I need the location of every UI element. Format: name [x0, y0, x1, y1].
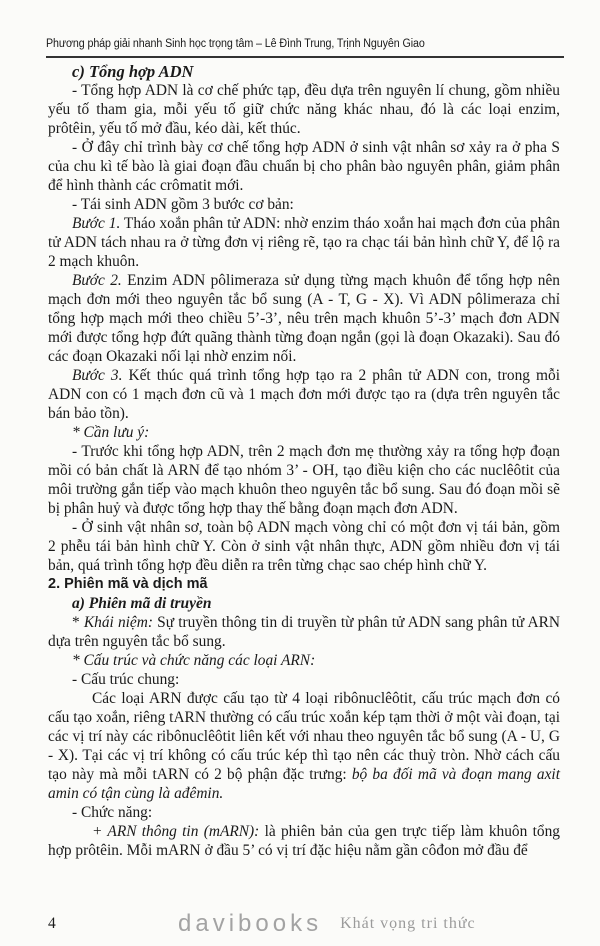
step-label: Bước 2.: [72, 272, 122, 289]
section-heading-c: c) Tổng hợp ADN: [72, 62, 194, 81]
paragraph: - Trước khi tổng hợp ADN, trên 2 mạch đơn mẹ thường xảy ra tổng hợp đoạn mồi có bản chất là ARN để tạo nhóm 3’ - OH, tạo điều kiện cho các nuclêôtit của môi trường gắn tiếp vào mạch khuôn theo nguyên tắc bổ sung. Sau đó đoạn mồi sẽ bị phân huỷ và được tổng hợp thay thế bằng đoạn mạch đơn ADN.: [48, 443, 560, 517]
header-rule: [46, 56, 564, 58]
structure-italic: bộ ba đối mã và đoạn mang axit amin có tận cùng là ađêmin.: [48, 766, 560, 802]
structure-paragraph: [48, 689, 560, 803]
paragraph: - Tái sinh ADN gồm 3 bước cơ bản:: [72, 196, 294, 213]
step-label: Bước 3.: [72, 367, 123, 384]
step-2: [48, 271, 560, 366]
subsection-heading-a: a) Phiên mã di truyền: [72, 595, 212, 612]
common-structure-label: - Cấu trúc chung:: [72, 671, 180, 688]
step-3: [48, 366, 560, 423]
page-body: [48, 62, 560, 860]
concept-paragraph: [48, 613, 560, 651]
section-heading-2: 2. Phiên mã và dịch mã: [48, 576, 208, 592]
arn-heading: * Cấu trúc và chức năng các loại ARN:: [72, 652, 316, 669]
note-label: * Cần lưu ý:: [72, 424, 150, 441]
concept-label: Khái niệm:: [83, 614, 153, 631]
structure-text: Các loại ARN được cấu tạo từ 4 loại ribônuclêôtit, cấu trúc mạch đơn có cấu tạo xoắn, riêng tARN thường có cấu trúc xoắn kép tạm thời ở một vài đoạn, tại các vị trí này các ribônuclêôtit liên kết với nhau theo nguyên tắc bổ sung (A - U, G - X). Tại các vị trí không có cấu trúc kép thì tạo nên các thuỳ tròn. Nhờ cách cấu tạo này mà mỗi tARN có 2 bộ phận đặc trưng:: [48, 690, 560, 783]
step-1: [48, 214, 560, 271]
watermark-slogan: Khát vọng tri thức: [340, 915, 476, 932]
marn-text: là phiên bản của gen trực tiếp làm khuôn tổng hợp prôtêin. Mỗi mARN ở đầu 5’ có vị trí đặc hiệu nằm gần côđon mở đầu để: [48, 823, 560, 859]
paragraph: - Ở đây chỉ trình bày cơ chế tổng hợp ADN ở sinh vật nhân sơ xảy ra ở pha S của chu kì tế bào là giai đoạn đầu chuẩn bị cho phân bào nguyên phân, giảm phân để hình thành các crômatit mới.: [48, 139, 560, 194]
function-label: - Chức năng:: [72, 804, 153, 821]
concept-text: Sự truyền thông tin di truyền từ phân tử ADN sang phân tử ARN dựa trên nguyên tắc bổ sung.: [48, 614, 561, 650]
paragraph: - Ở sinh vật nhân sơ, toàn bộ ADN mạch vòng chỉ có một đơn vị tái bản, gồm 2 phễu tái bản hình chữ Y. Còn ở sinh vật nhân thực, ADN gồm nhiều đơn vị tái bản, quá trình tổng hợp đều diễn ra trên từng chạc sao chép hình chữ Y.: [48, 519, 560, 574]
marn-paragraph: [48, 822, 560, 860]
marn-label: + ARN thông tin (mARN):: [92, 823, 260, 840]
bullet-star: *: [72, 614, 84, 631]
step-text: Enzim ADN pôlimeraza sử dụng từng mạch khuôn để tổng hợp nên mạch đơn mới theo nguyên tắc bổ sung (A - T, G - X). Vì ADN pôlimeraza chỉ tổng hợp mạch mới theo chiều 5’-3’, nêu trên mạch khuôn 5’-3’ mạch đơn ADN mới được tổng hợp đứt quãng thành từng đoạn ngắn (gọi là đoạn Okazaki). Sau đó các đoạn Okazaki nối lại nhờ enzim nối.: [48, 272, 560, 365]
step-text: Kết thúc quá trình tổng hợp tạo ra 2 phân tử ADN con, trong mỗi ADN con có 1 mạch đơn cũ và 1 mạch đơn mới được tạo ra (dựa trên nguyên tắc bán bảo tồn).: [48, 367, 560, 422]
running-header: Phương pháp giải nhanh Sinh học trọng tâm – Lê Đình Trung, Trịnh Nguyên Giao: [46, 38, 425, 50]
watermark-brand: davibooks: [178, 910, 323, 937]
step-text: Tháo xoắn phân tử ADN: nhờ enzim tháo xoắn hai mạch đơn của phân tử ADN tách nhau ra ở từng đơn vị riêng rẽ, tạo ra chạc tái bản hình chữ Y, để lộ ra 2 mạch khuôn.: [48, 215, 561, 270]
page-footer: [48, 908, 560, 940]
paragraph: - Tổng hợp ADN là cơ chế phức tạp, đều dựa trên nguyên lí chung, gồm nhiều yếu tố tham gia, mỗi yếu tố giữ chức năng khác nhau, đó là các loại enzim, prôtêin, yếu tố mở đầu, kéo dài, kết thúc.: [48, 82, 560, 137]
step-label: Bước 1.: [72, 215, 121, 232]
page-number: 4: [48, 915, 56, 932]
